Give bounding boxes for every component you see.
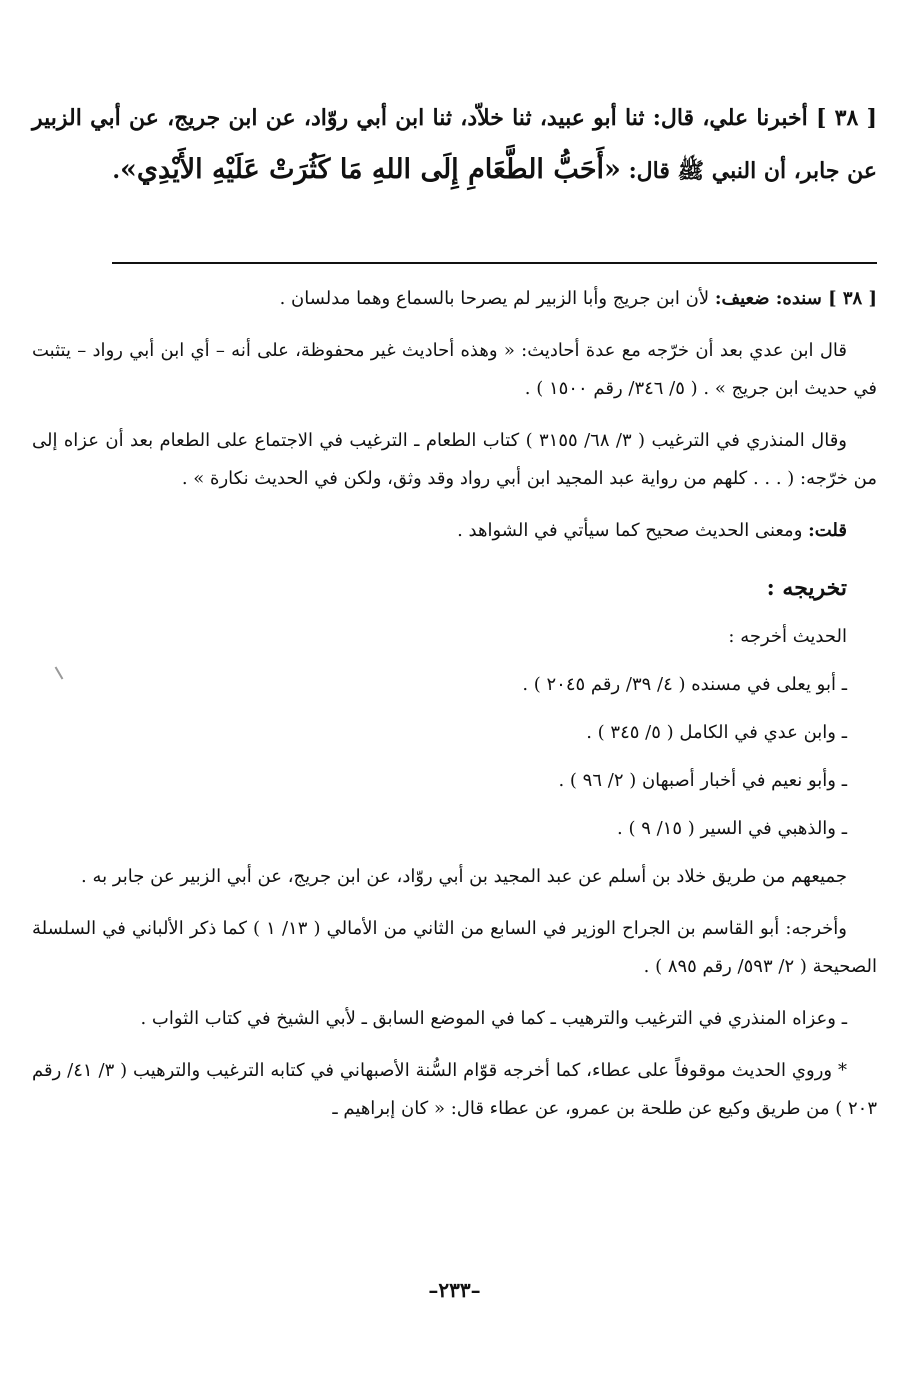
note-qultu-label: قلت:	[808, 520, 847, 541]
takhrij-item: ـ أبو يعلى في مسنده ( ٤/ ٣٩/ رقم ٢٠٤٥ ) .	[522, 674, 847, 695]
takhrij-item: ـ والذهبي في السير ( ١٥/ ٩ ) .	[617, 818, 847, 839]
footnote-separator	[112, 262, 877, 264]
note-isnad	[32, 280, 877, 318]
note-mundhiri: وقال المنذري في الترغيب ( ٣/ ٦٨/ ٣١٥٥ ) كتاب الطعام ـ الترغيب في الاجتماع على الطعام بعد أن عزاه إلى من خرّجه: ( . . . كلهم من رواية عبد المجيد ابن أبي رواد وقد وثق، ولكن في الحديث نكارة » .	[32, 430, 877, 489]
note-qultu	[32, 512, 877, 550]
hadith-end: .	[112, 158, 121, 184]
hadith-quote: «أَحَبُّ الطَّعَامِ إِلَى اللهِ مَا كَثُرَتْ عَلَيْهِ الأَيْدِي»	[120, 154, 621, 185]
note-isnad-label: [ ٣٨ ] سنده: ضعيف:	[714, 288, 877, 309]
note-amali: وأخرجه: أبو القاسم بن الجراح الوزير في السابع من الثاني من الأمالي ( ١٣/ ١ ) كما ذكر الألباني في السلسلة الصحيحة ( ٢/ ٥٩٣/ رقم ٨٩٥ ) .	[32, 918, 877, 977]
note-isnad-text: لأن ابن جريج وأبا الزبير لم يصرحا بالسماع وهما مدلسان .	[279, 288, 715, 309]
footnotes	[32, 280, 877, 1142]
takhrij-item: ـ وابن عدي في الكامل ( ٥/ ٣٤٥ ) .	[586, 722, 847, 743]
note-mawquf: * وروي الحديث موقوفاً على عطاء، كما أخرجه قوّام السُّنة الأصبهاني في كتابه الترغيب والترهيب ( ٣/ ٤١/ رقم ٢٠٣ ) من طريق وكيع عن طلحة بن عمرو، عن عطاء قال: « كان إبراهيم ـ	[32, 1060, 877, 1119]
hadith-chain: [ ٣٨ ] أخبرنا علي، قال: ثنا أبو عبيد، ثنا خلاّد، ثنا ابن أبي روّاد، عن ابن جريج، عن أبي الزبير عن جابر، أن النبي ﷺ قال:	[32, 105, 877, 184]
takhrij-heading: تخريجه :	[766, 575, 847, 601]
hadith-text	[32, 92, 877, 197]
page-number: –٢٣٣–	[428, 1278, 481, 1302]
note-ibn-adi: قال ابن عدي بعد أن خرّجه مع عدة أحاديث: « وهذه أحاديث غير محفوظة، على أنه – أي ابن أبي رواد – يتثبت في حديث ابن جريج » . ( ٥/ ٣٤٦/ رقم ١٥٠٠ ) .	[32, 340, 877, 399]
takhrij-intro: الحديث أخرجه :	[728, 626, 847, 647]
note-chain-summary: جميعهم من طريق خلاد بن أسلم عن عبد المجيد بن أبي روّاد، عن ابن جريج، عن أبي الزبير عن جابر به .	[81, 866, 847, 887]
note-qultu-text: ومعنى الحديث صحيح كما سيأتي في الشواهد .	[457, 520, 809, 541]
note-abu-shaykh: ـ وعزاه المنذري في الترغيب والترهيب ـ كما في الموضع السابق ـ لأبي الشيخ في كتاب الثواب .	[140, 1008, 847, 1029]
takhrij-item: ـ وأبو نعيم في أخبار أصبهان ( ٢/ ٩٦ ) .	[558, 770, 847, 791]
